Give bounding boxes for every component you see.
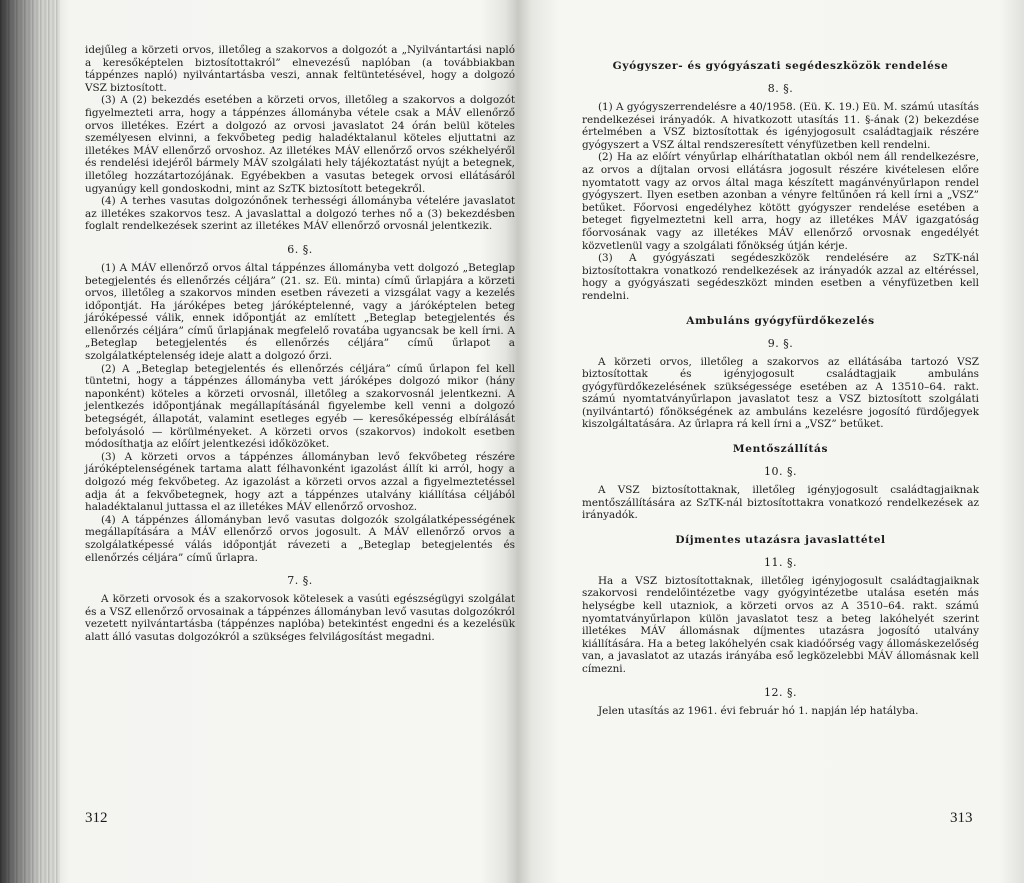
binding-shadow: [0, 0, 60, 883]
left-page-number: 312: [85, 810, 108, 826]
heading-drugs: Gyógyszer- és gyógyászati segédeszközök rendelése: [612, 60, 949, 72]
section-11-paragraph-1: Ha a VSZ biztosítottaknak, illetőleg igényjogosult családtagjaiknak szakorvosi rendelőintézetbe vagy gyógyintézetbe utalása esetén más helységbe kell utazniok, a körzeti orvos az A 3510–64. rakt. számú nyomtatványűrlapon külön javaslatot tesz a beteg lakóhelyét szerint illetékes MÁV állomásnak díjmentes utazásra jogosító utalvány kiállítására. Ha a beteg lakóhelyén csak kiadóőrség vagy állomáskezelőség van, a javaslatot az utazás irányába eső legközelebbi MÁV állomásnak kell címezni.: [582, 574, 979, 675]
heading-transport: Mentőszállítás: [732, 443, 829, 456]
section-10-paragraph-1: A VSZ biztosítottaknak, illetőleg igényjogosult családtagjaiknak mentőszállítására az SzTK-nál biztosítottakra vonatkozó rendelkezések az irányadók.: [582, 484, 979, 522]
heading-travel: Díjmentes utazásra javaslattétel: [675, 533, 886, 546]
right-page: [582, 60, 979, 717]
left-page: [85, 44, 515, 644]
section-8-paragraph-3: (3) A gyógyászati segédeszközök rendelésére az SzTK-nál biztosítottakra vonatkozó rendelkezések az irányadók azzal az eltéréssel, hogy a gyógyászati segédeszközt minden esetben a vényfüzetben kell rendelni.: [582, 252, 979, 302]
intro-paragraph-2: (3) A (2) bekezdés esetében a körzeti orvos, illetőleg a szakorvos a dolgozót figyelmezteti arra, hogy a táppénzes állományba vétele csak a MÁV ellenőrző orvos illetékes. Ezért a dolgozó az orvosi javaslatot 24 órán belül köteles személyesen elvinni, a fekvőbeteg pedig haladéktalanul köteles eljuttatni az illetékes MÁV ellenőrző orvoshoz. Az illetékes MÁV ellenőrző orvos székhelyéről és rendelési idejéről bármely MÁV szolgálati hely tájékoztatást nyújt a betegnek, illetőleg hozzátartozójának. Egyébekben a vasutas betegek orvosi ellátásáról ugyanúgy kell gondoskodni, mint az SzTK biztosított betegekről.: [85, 94, 515, 195]
section-8-paragraph-1: (1) A gyógyszerrendelésre a 40/1958. (Eü. K. 19.) Eü. M. számú utasítás rendelkezései irányadók. A hivatkozott utasítás 11. §-ának (2) bekezdése értelmében a VSZ biztosítottak és igényjogosult családtagjaik részére gyógyszert a VSZ által rendszeresített vényfüzetben kell rendelni.: [582, 101, 979, 151]
section-12-paragraph-1: Jelen utasítás az 1961. évi február hó 1. napján lép hatályba.: [598, 704, 919, 717]
section-6-paragraph-1: (1) A MÁV ellenőrző orvos által táppénzes állományba vett dolgozó „Beteglap betegjelentés és ellenőrzés céljára” (21. sz. Eü. minta) című űrlapjára a körzeti orvos, illetőleg a szakorvos minden esetben rávezeti a vizsgálat vagy a kezelés időpontját. Ha járóképes beteg járóképtelenné, vagy a járóképtelen beteg járóképessé válik, ennek időpontját az említett „Beteglap betegjelentés és ellenőrzés céljára” című űrlapjának megfelelő rovatába ugyancsak be kell írni. A „Beteglap betegjelentés és ellenőrzés céljára” című űrlapot a szolgálatképtelenség ideje alatt a dolgozó őrzi.: [85, 261, 515, 363]
section-12-title: 12. §.: [764, 685, 797, 699]
section-8-paragraph-2: (2) Ha az előírt vényűrlap elháríthatatlan okból nem áll rendelkezésre, az orvos a díjtalan orvosi ellátásra jogosult részére kivételesen előre nyomtatott vagy az orvos által maga készített magánvényűrlapon rendel gyógyszert. Ilyen esetben azonban a vényre feltűnően rá kell írni a „VSZ” betűket. Főorvosi engedélyhez kötött gyógyszer rendelése esetében a beteget figyelmeztetni kell arra, hogy az illetékes MÁV igazgatóság főorvosának vagy az illetékes MÁV ellenőrző orvosnak engedélyét közvetlenül vagy a szolgálati főnökség útján kérje.: [582, 151, 979, 252]
right-page-number: 313: [950, 810, 973, 826]
section-6-paragraph-3: (3) A körzeti orvos a táppénzes állományban levő fekvőbeteg részére járóképtelenségének tartama alatt félhavonként igazolást állít ki arról, hogy a dolgozó még fekvőbeteg. Az igazolást a körzeti orvos azzal a figyelmeztetéssel adja át a fekvőbetegnek, hogy azt a táppénzes utalvány kiállítása céljából haladéktalanul juttassa el az illetékes MÁV ellenőrző orvoshoz.: [85, 450, 515, 514]
section-6-paragraph-2: (2) A „Beteglap betegjelentés és ellenőrzés céljára” című űrlapon fel kell tüntetni, hogy a táppénzes állományba vett járóképes dolgozó mikor (hány naponként) köteles a körzeti orvosnál, illetőleg a szakorvosnál jelentkezni. A jelentkezés időpontjának megállapításánál figyelembe kell venni a dolgozó betegségét, állapotát, valamint esetleges egyéb — keresőképesség elbírálását befolyásoló — körülményeket. A körzeti orvos (szakorvos) indokolt esetben módosíthatja az előírt jelentkezési időközöket.: [85, 362, 515, 451]
section-7-paragraph-1: A körzeti orvosok és a szakorvosok kötelesek a vasúti egészségügyi szolgálat és a VSZ ellenőrző orvosainak a táppénzes állományban levő vasutas dolgozókról vezetett nyilvántartásba (táppénzes naplóba) betekintést engedni és a kezelésük alatt álló vasutas dolgozókról a szükséges felvilágosítást megadni.: [85, 593, 515, 643]
section-10-title: 10. §.: [764, 465, 797, 479]
section-6-paragraph-4: (4) A táppénzes állományban levő vasutas dolgozók szolgálatképességének megállapítására a MÁV ellenőrző orvos jogosult. A MÁV ellenőrző orvos a szolgálatképessé válás időpontját rávezeti a „Beteglap betegjelentés és ellenőrzés céljára” című űrlapra.: [85, 513, 515, 564]
intro-paragraph-1: idejűleg a körzeti orvos, illetőleg a szakorvos a dolgozót a „Nyilvántartási napló a keresőképtelen biztosítottakról” elnevezésű naplóban (a továbbiakban táppénzes napló) nyilvántartásba veszi, annak feltüntetésével, hogy a dolgozó VSZ biztosított.: [85, 44, 515, 94]
section-8-title: 8. §.: [767, 82, 794, 95]
section-9-title: 9. §.: [767, 336, 794, 350]
intro-paragraph-3: (4) A terhes vasutas dolgozónőnek terhességi állományba vételére javaslatot az illetékes szakorvos tesz. A javaslattal a dolgozó terhes nő a (3) bekezdésben foglalt rendelkezések szerint az illetékes MÁV ellenőrző orvosnál jelentkezik.: [85, 195, 515, 233]
section-11-title: 11. §.: [764, 555, 797, 569]
heading-ambulatory: Ambuláns gyógyfürdőkezelés: [686, 314, 875, 327]
section-7-title: 7. §.: [287, 574, 313, 588]
section-9-paragraph-1: A körzeti orvos, illetőleg a szakorvos az ellátásába tartozó VSZ biztosítottak és igényjogosult családtagjaik ambuláns gyógyfürdőkezelésének szükségessége esetében az A 13510–64. rakt. számú nyomtatványűrlapon javaslatot tesz a VSZ biztosított szolgálati (nyilvántartó) főnökségének az ambuláns kezelésre jogosító fürdőjegyek kiszolgáltatására. Az űrlapra rá kell írni a „VSZ” betűket.: [582, 355, 979, 431]
section-6-title: 6. §.: [287, 242, 313, 256]
